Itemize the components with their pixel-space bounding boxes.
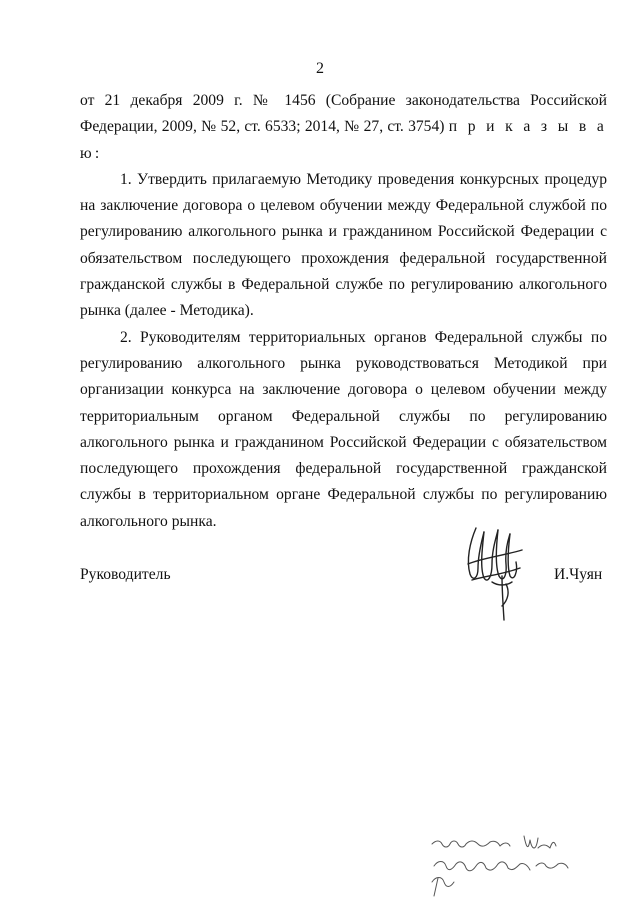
intro-text: от 21 декабря 2009 г. № 1456 (Собрание законодательства Российской Федерации, 2009, № 52, ст. 6533; 2014, № 27, ст. 3754)	[80, 92, 607, 136]
page-number: 2	[316, 60, 324, 77]
document-body	[80, 88, 607, 535]
handwritten-note-image	[412, 830, 602, 900]
order-word: п р и к а з ы в а ю:	[80, 118, 607, 162]
order-item-2: 2. Руководителям территориальных органов Федеральной службы по регулированию алкогольного рынка руководствоваться Методикой при организации конкурса на заключение договора о целевом обучении между территориальным органом Федеральной службы по регулированию алкогольного рынка и гражданином Российской Федерации с обязательством последующего прохождения федеральной государственной гражданской службы в территориальном органе Федеральной службы по регулированию алкогольного рынка.	[80, 328, 607, 530]
intro-paragraph	[80, 88, 607, 167]
signer-title: Руководитель	[80, 566, 171, 583]
signer-name: И.Чуян	[554, 566, 603, 583]
order-item-1: 1. Утвердить прилагаемую Методику проведения конкурсных процедур на заключение договора о целевом обучении между Федеральной службой по регулированию алкогольного рынка и гражданином Российской Федерации с обязательством последующего прохождения федеральной государственной гражданской службы в Федеральной службе по регулированию алкогольного рынка (далее - Методика).	[80, 170, 607, 320]
signature-image	[462, 520, 528, 630]
